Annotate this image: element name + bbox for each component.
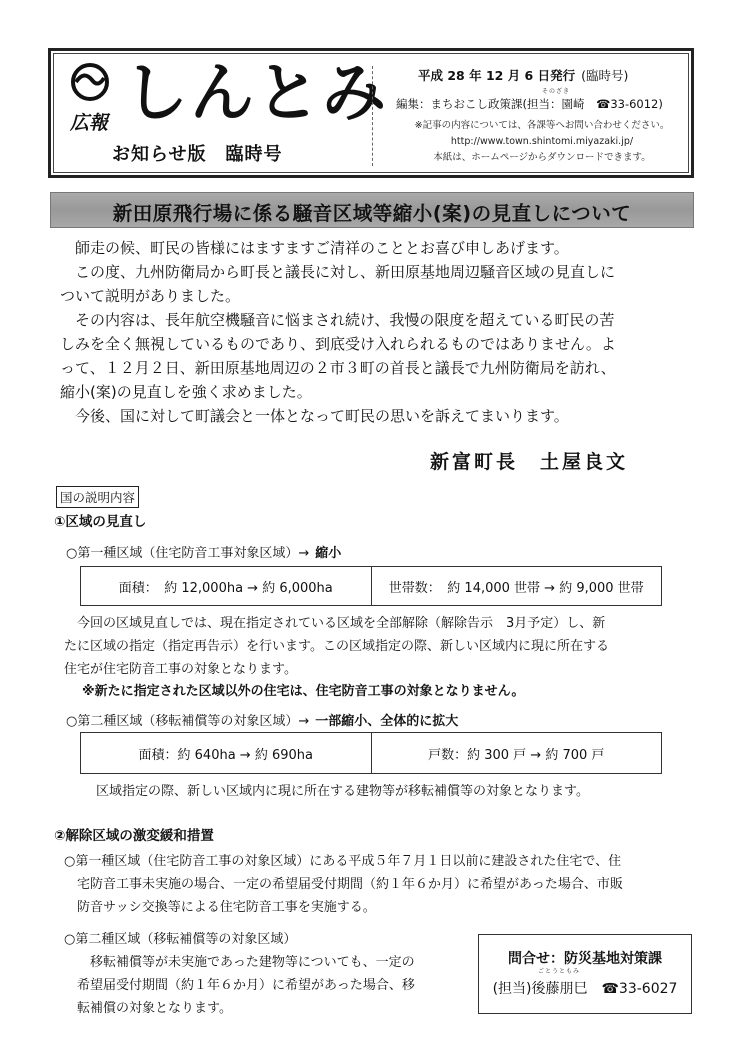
text-line: 移転補償等が未実施であった建物等についても、一定の [64,955,415,970]
edition-label: お知らせ版 臨時号 [112,144,283,165]
section2-zone1 [64,850,704,919]
text-line: 住宅が住宅防音工事の対象となります。 [64,662,297,677]
text-line: ○第一種区域（住宅防音工事の対象区域）にある平成５年７月１日以前に建設された住宅で、住 [64,854,622,869]
editor-line [396,96,663,112]
editor-tel: ☎33-6012) [596,97,663,111]
zone2-table [80,732,662,774]
note-line: 本紙は、ホームページからダウンロードできます。 [433,152,651,163]
intro-line: って、１２月２日、新田原基地周辺の２市３町の首長と議長で九州防衛局を訪れ、 [60,359,616,377]
intro-line: 縮小(案)の見直しを強く求めました。 [60,383,312,401]
zone1-note: ※新たに指定された区域以外の住宅は、住宅防音工事の対象となりません。 [82,684,525,699]
zone2-label [66,710,458,729]
text-line: 防音サッシ交換等による住宅防音工事を実施する。 [64,900,376,915]
zone2-text: 区域指定の際、新しい区域内に現に所在する建物等が移転補償等の対象となります。 [96,784,589,799]
editor-ruby: そのざき [542,88,571,95]
section2-heading: ②解除区域の激変緩和措置 [54,828,214,844]
issue-date-text: 平成 28 年 12 月 6 日発行 [418,68,576,83]
zone1-table [80,566,662,606]
text-line: 今回の区域見直しでは、現在指定されている区域を全部解除（解除告示 3月予定）し、新 [64,616,606,631]
zone2-area: 面積：約 640ha → 約 690ha [138,747,313,763]
zone1-change: 縮小 [315,546,342,561]
zone2-change: 一部縮小、全体的に拡大 [315,714,459,729]
contact-department: 問合せ：防災基地対策課 [508,951,662,967]
zone2-label-text: ○第二種区域（移転補償等の対象区域）→ [66,714,310,729]
town-logo-icon [70,62,110,102]
zone1-households: 世帯数： 約 14,000 世帯 → 約 9,000 世帯 [371,567,662,605]
section2-zone2 [64,928,484,1020]
intro-line: ついて説明がありました。 [60,287,241,305]
zone1-label [66,542,341,561]
text-line: 希望届受付期間（約１年６か月）に希望があった場合、移 [64,978,415,993]
zone2-houses: 戸数：約 300 戸 → 約 700 戸 [371,733,662,773]
contact-person: (担当)後藤朋巳 ☎33-6027 [492,981,678,997]
website-url[interactable]: http://www.town.shintomi.miyazaki.jp/ [450,136,634,147]
intro-line: この度、九州防衛局から町長と議長に対し、新田原基地周辺騒音区域の見直しに [60,263,616,281]
intro-line: 師走の候、町民の皆様にはますますご清祥のこととお喜び申しあげます。 [60,239,569,257]
section-label: 国の説明内容 [56,486,139,508]
issue-type: (臨時号) [581,68,629,83]
text-line: 転補償の対象となります。 [64,1001,232,1016]
zone1-area: 面積： 約 12,000ha → 約 6,000ha [118,580,333,596]
intro-line: その内容は、長年航空機騒音に悩まされ続け、我慢の限度を超えている町民の苦 [60,311,615,329]
editor-name: 園崎 [561,97,585,111]
text-line: たに区域の指定（指定再告示）を行います。この区域指定の際、新しい区域内に現に所在する [64,639,609,654]
note-line: ※記事の内容については、各課等へお問い合わせください。 [414,120,670,131]
kouhou-label: 広報 [70,112,109,134]
zone1-text [64,612,704,681]
masthead-divider [372,66,374,166]
intro-line: 今後、国に対して町議会と一体となって町民の思いを訴えてまいります。 [60,407,569,425]
article-title: 新田原飛行場に係る騒音区域等縮小(案)の見直しについて [112,202,632,225]
section1-heading: ①区域の見直し [54,514,147,530]
newsletter-name: しんとみ [124,57,388,131]
masthead-notes [392,118,692,166]
intro-line: しみを全く無視しているものであり、到底受け入れられるものではありません。よ [60,335,616,353]
text-line: ○第二種区域（移転補償等の対象区域） [64,932,297,947]
zone1-label-text: ○第一種区域（住宅防音工事対象区域）→ [66,546,310,561]
mayor-signature: 新富町長 土屋良文 [430,451,629,473]
editor-text: 編集：まちおこし政策課(担当： [396,97,562,111]
contact-ruby: ごとうともみ [538,968,581,975]
text-line: 宅防音工事未実施の場合、一定の希望届受付期間（約１年６か月）に希望があった場合、市販 [64,877,623,892]
issue-date [418,66,628,84]
contact-box [478,934,692,1014]
intro-text [60,236,700,428]
